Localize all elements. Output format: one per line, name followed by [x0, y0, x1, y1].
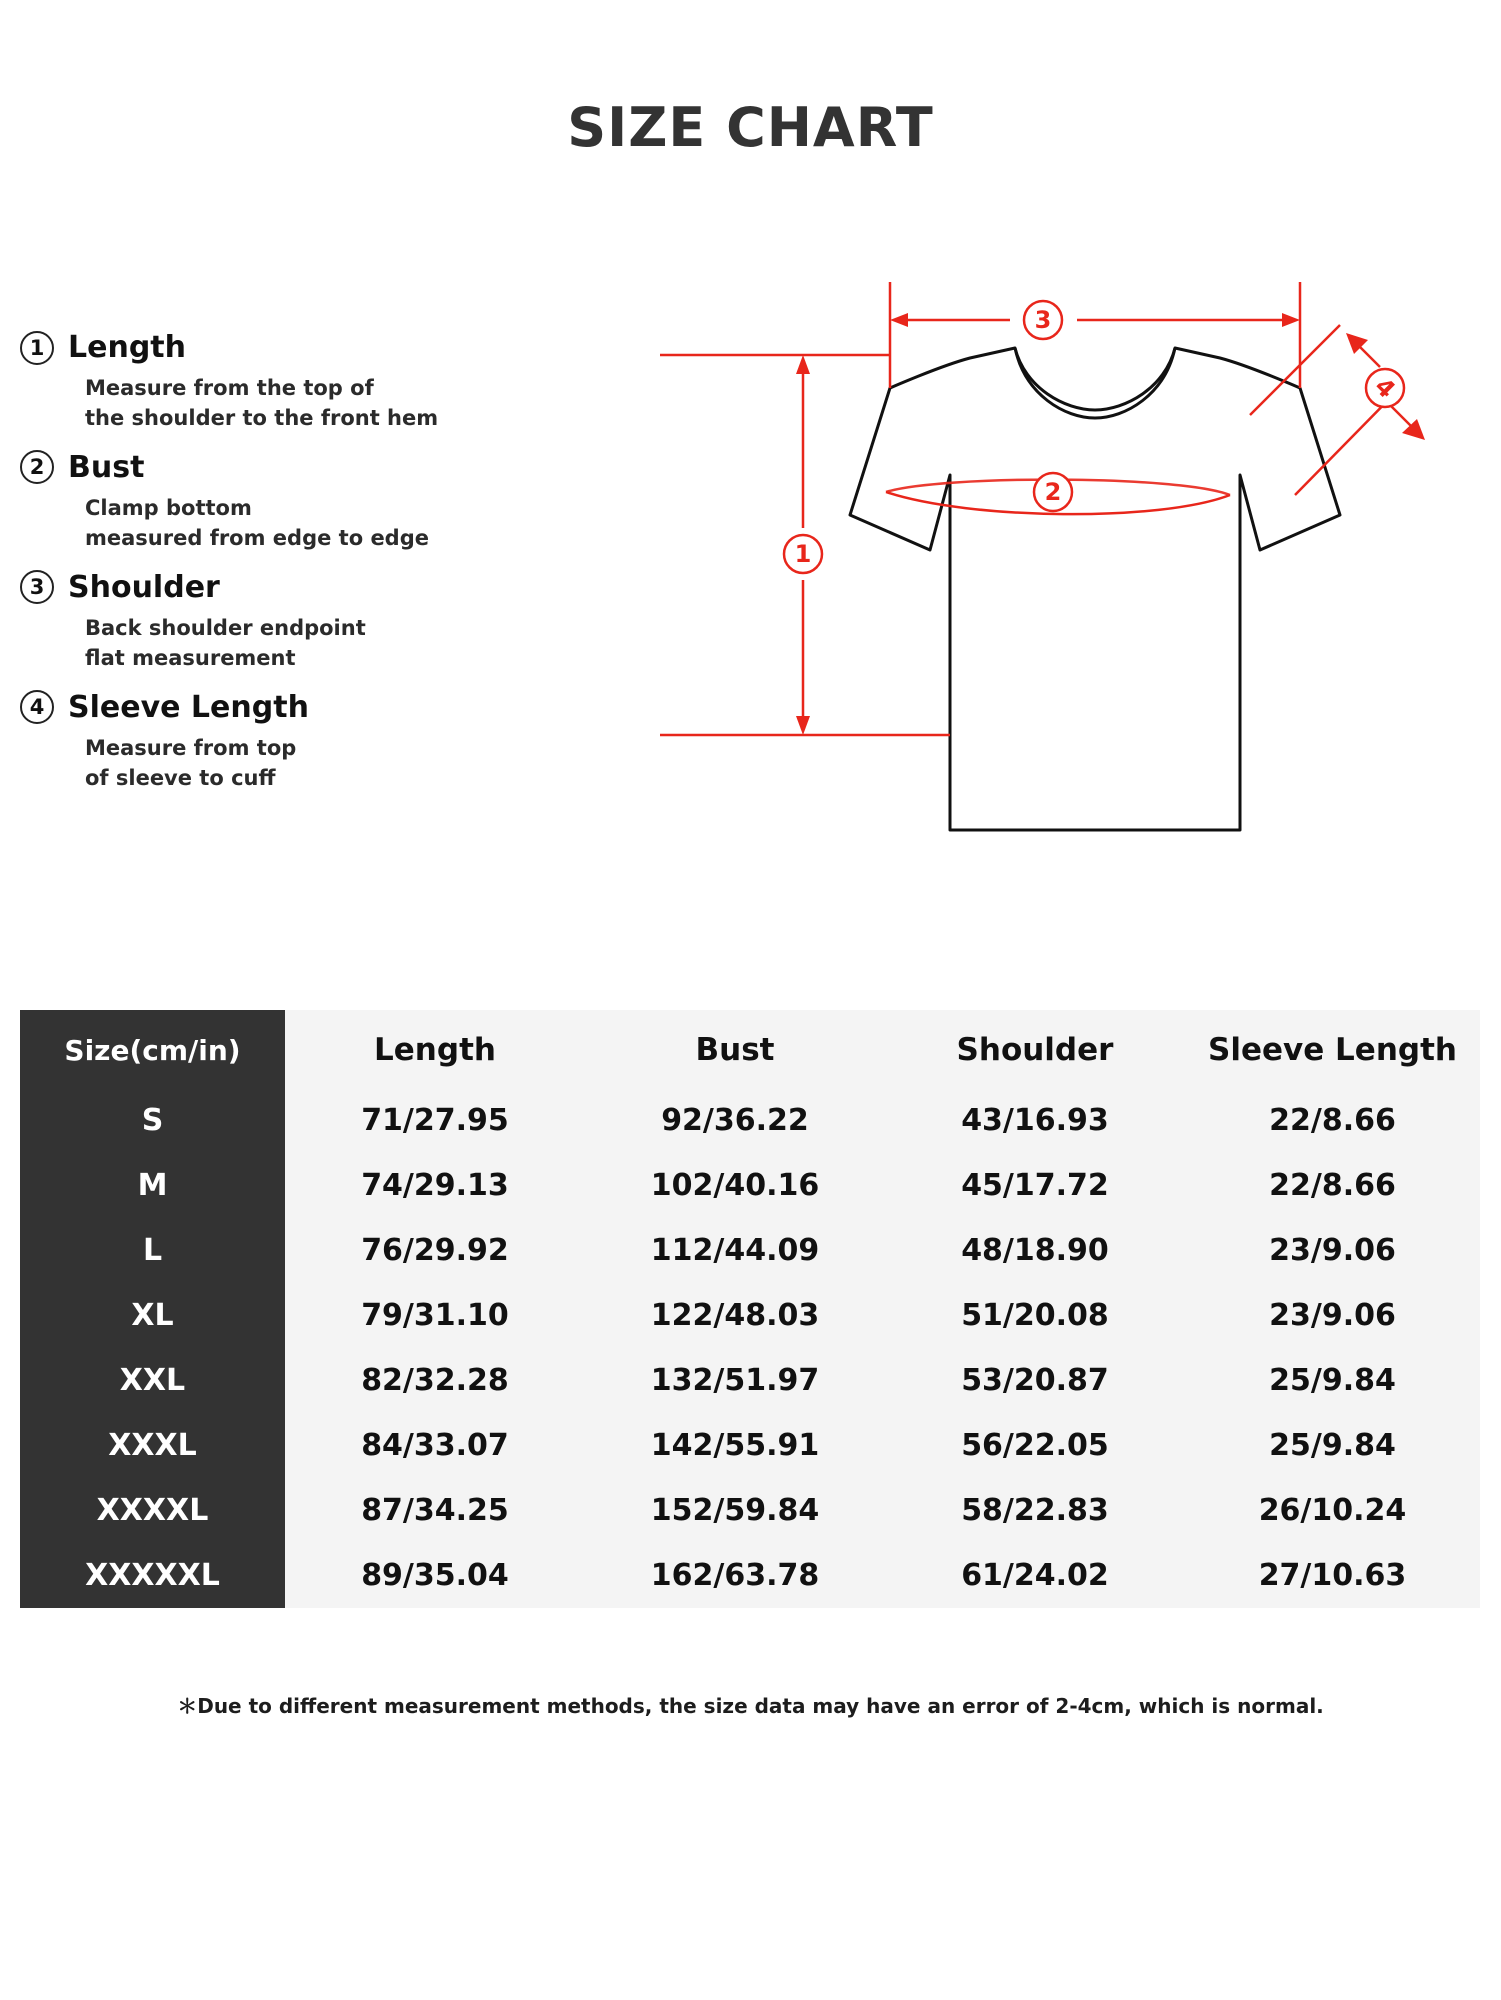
cell-sleeve-length: 26/10.24	[1185, 1478, 1480, 1543]
cell-shoulder: 53/20.87	[885, 1348, 1185, 1413]
cell-bust: 122/48.03	[585, 1283, 885, 1348]
cell-bust: 152/59.84	[585, 1478, 885, 1543]
legend-desc-sleeve-length	[85, 733, 610, 794]
legend-title-bust: Bust	[68, 449, 145, 485]
marker-label-2: 2	[1044, 478, 1062, 506]
legend-desc-bust	[85, 493, 610, 554]
arrowhead-left	[890, 313, 908, 327]
table-row	[20, 1348, 1480, 1413]
cell-bust: 102/40.16	[585, 1153, 885, 1218]
size-table	[20, 1010, 1480, 1608]
legend-item-length	[20, 330, 610, 434]
cell-sleeve-length: 25/9.84	[1185, 1348, 1480, 1413]
table-row	[20, 1153, 1480, 1218]
cell-size: XXXXXL	[20, 1543, 285, 1608]
cell-length: 89/35.04	[285, 1543, 585, 1608]
legend-desc-length	[85, 373, 610, 434]
legend-desc-line: Measure from top	[85, 735, 297, 760]
cell-sleeve-length: 27/10.63	[1185, 1543, 1480, 1608]
number-badge-2: 2	[20, 450, 54, 484]
arrowhead-down	[796, 716, 810, 735]
arrowhead-right	[1282, 313, 1300, 327]
number-badge-1: 1	[20, 331, 54, 365]
column-header-bust: Bust	[585, 1010, 885, 1088]
cell-bust: 132/51.97	[585, 1348, 885, 1413]
cell-size: XXXXL	[20, 1478, 285, 1543]
legend-title-length: Length	[68, 330, 186, 365]
legend-item-sleeve-length	[20, 690, 610, 794]
marker-label-1: 1	[794, 540, 812, 568]
table-row	[20, 1218, 1480, 1283]
cell-size: XXL	[20, 1348, 285, 1413]
table-header	[20, 1010, 1480, 1088]
cell-size: M	[20, 1153, 285, 1218]
legend-desc-line: Measure from the top of	[85, 376, 374, 400]
table-row	[20, 1413, 1480, 1478]
legend-item-shoulder	[20, 570, 610, 674]
marker-label-4: 4	[1369, 372, 1401, 404]
cell-sleeve-length: 22/8.66	[1185, 1088, 1480, 1153]
legend-desc-shoulder	[85, 613, 610, 674]
cell-sleeve-length: 23/9.06	[1185, 1283, 1480, 1348]
cell-shoulder: 56/22.05	[885, 1413, 1185, 1478]
tshirt-diagram	[640, 270, 1470, 920]
cell-length: 82/32.28	[285, 1348, 585, 1413]
table-row	[20, 1543, 1480, 1608]
legend-desc-line: flat measurement	[85, 646, 296, 671]
cell-length: 71/27.95	[285, 1088, 585, 1153]
number-badge-3: 3	[20, 570, 54, 604]
measurement-footnote: ＊Due to different measurement methods, the size data may have an error of 2-4cm, which is normal.	[177, 1694, 1324, 1718]
cell-shoulder: 58/22.83	[885, 1478, 1185, 1543]
legend-desc-line: Clamp bottom	[85, 495, 252, 520]
table-row	[20, 1283, 1480, 1348]
cell-bust: 112/44.09	[585, 1218, 885, 1283]
legend-desc-line: of sleeve to cuff	[85, 766, 276, 791]
column-header-shoulder: Shoulder	[885, 1010, 1185, 1088]
size-table-wrapper	[20, 1010, 1480, 1608]
legend-desc-line: the shoulder to the front hem	[85, 406, 439, 431]
arrowhead-up	[796, 355, 810, 374]
tshirt-svg	[640, 270, 1470, 920]
legend-desc-line: measured from edge to edge	[85, 526, 429, 551]
column-header-size: Size(cm/in)	[20, 1010, 285, 1088]
legend-item-bust	[20, 450, 610, 554]
cell-length: 84/33.07	[285, 1413, 585, 1478]
cell-size: XXXL	[20, 1413, 285, 1478]
legend-head	[20, 690, 610, 725]
cell-bust: 92/36.22	[585, 1088, 885, 1153]
measurement-legend	[20, 330, 610, 810]
cell-sleeve-length: 25/9.84	[1185, 1413, 1480, 1478]
legend-title-sleeve-length: Sleeve Length	[68, 689, 309, 725]
column-header-length: Length	[285, 1010, 585, 1088]
legend-head	[20, 330, 610, 365]
cell-shoulder: 48/18.90	[885, 1218, 1185, 1283]
cell-sleeve-length: 23/9.06	[1185, 1218, 1480, 1283]
cell-length: 79/31.10	[285, 1283, 585, 1348]
cell-bust: 142/55.91	[585, 1413, 885, 1478]
column-header-sleeve-length: Sleeve Length	[1185, 1010, 1480, 1088]
cell-sleeve-length: 22/8.66	[1185, 1153, 1480, 1218]
cell-size: XL	[20, 1283, 285, 1348]
cell-bust: 162/63.78	[585, 1543, 885, 1608]
legend-desc-line: Back shoulder endpoint	[85, 615, 366, 640]
table-header-row	[20, 1010, 1480, 1088]
legend-head	[20, 570, 610, 605]
page-title: SIZE CHART	[567, 96, 934, 159]
cell-shoulder: 61/24.02	[885, 1543, 1185, 1608]
cell-shoulder: 43/16.93	[885, 1088, 1185, 1153]
legend-title-shoulder: Shoulder	[68, 569, 220, 605]
cell-size: L	[20, 1218, 285, 1283]
cell-size: S	[20, 1088, 285, 1153]
cell-length: 76/29.92	[285, 1218, 585, 1283]
marker-label-3: 3	[1034, 306, 1052, 334]
table-row	[20, 1478, 1480, 1543]
number-badge-4: 4	[20, 690, 54, 724]
cell-length: 74/29.13	[285, 1153, 585, 1218]
legend-head	[20, 450, 610, 485]
table-row	[20, 1088, 1480, 1153]
cell-length: 87/34.25	[285, 1478, 585, 1543]
cell-shoulder: 51/20.08	[885, 1283, 1185, 1348]
cell-shoulder: 45/17.72	[885, 1153, 1185, 1218]
table-body	[20, 1088, 1480, 1608]
tshirt-outline-icon	[850, 348, 1340, 830]
